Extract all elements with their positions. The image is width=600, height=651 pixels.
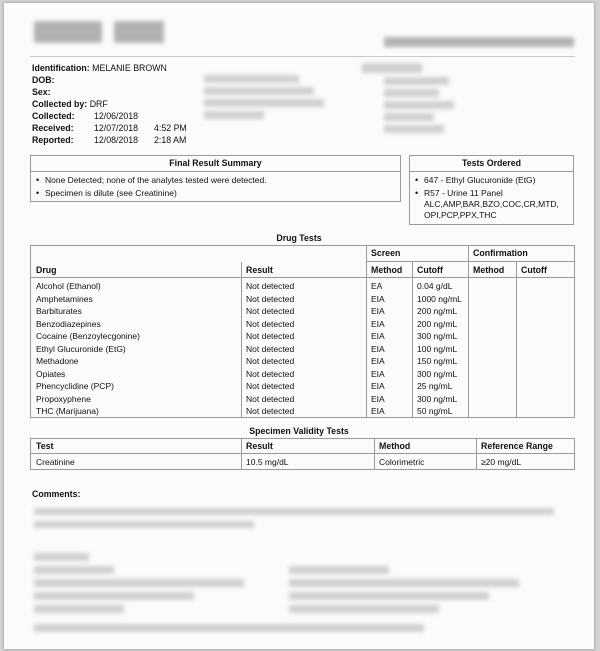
col-test: Test — [36, 441, 54, 451]
col-drug: Drug — [36, 265, 57, 275]
validity-title: Specimen Validity Tests — [249, 426, 349, 436]
drug-name: Benzodiazepines — [36, 318, 101, 329]
redacted-footer — [289, 566, 389, 574]
col-screen-method: Method — [371, 265, 403, 275]
screen-cutoff: 0.04 g/dL — [417, 281, 453, 291]
redacted-provider-info — [384, 101, 454, 109]
drug-tests-title: Drug Tests — [276, 233, 322, 243]
drug-result: Not detected — [246, 381, 295, 391]
header-divider — [30, 56, 575, 57]
lab-report-page — [4, 3, 594, 649]
tests-ordered-item: ALC,AMP,BAR,BZO,COC,CR,MTD, — [424, 199, 559, 209]
redacted-footer — [34, 553, 89, 561]
screen-cutoff: 200 ng/mL — [417, 306, 458, 316]
tests-ordered-title: Tests Ordered — [462, 158, 521, 168]
drug-name: THC (Marijuana) — [36, 406, 99, 416]
validity-test-name: Creatinine — [36, 457, 75, 467]
redacted-provider-info — [384, 113, 434, 121]
redacted-provider-info — [384, 125, 444, 133]
col-confirm-method: Method — [473, 265, 505, 275]
drug-result: Not detected — [246, 393, 295, 404]
reported-time: 2:18 AM — [154, 135, 187, 145]
screen-method: EIA — [371, 356, 385, 366]
drug-name: Opiates — [36, 368, 66, 379]
screen-method: EIA — [371, 293, 385, 304]
validity-method: Colorimetric — [379, 457, 425, 467]
collected-value: 12/06/2018 — [94, 111, 139, 121]
screen-method: EIA — [371, 318, 385, 329]
screen-cutoff: 300 ng/mL — [417, 393, 458, 404]
screen-method: EA — [371, 281, 383, 291]
col-reference-range: Reference Range — [481, 441, 553, 451]
summary-item: • Specimen is dilute (see Creatinine) — [45, 187, 177, 199]
received-value: 12/07/2018 — [94, 123, 139, 133]
drug-result: Not detected — [246, 281, 295, 291]
drug-name: Phencyclidine (PCP) — [36, 381, 114, 391]
reported-value: 12/08/2018 — [94, 135, 139, 145]
identification-value: MELANIE BROWN — [92, 63, 167, 73]
redacted-lab-name — [114, 21, 164, 43]
screen-cutoff: 25 ng/mL — [417, 381, 453, 391]
dob-label: DOB: — [32, 75, 55, 85]
identification-line — [32, 62, 167, 74]
redacted-provider-info — [384, 89, 439, 97]
drug-result: Not detected — [246, 293, 295, 304]
collected-by-label: Collected by: — [32, 99, 88, 109]
col-screen-cutoff: Cutoff — [417, 265, 443, 275]
summary-title: Final Result Summary — [169, 158, 262, 168]
redacted-footer — [34, 579, 244, 587]
reported-label: Reported: — [32, 135, 74, 145]
col-validity-result: Result — [246, 441, 273, 451]
drug-name: Methadone — [36, 356, 79, 366]
screen-method: EIA — [371, 331, 385, 341]
screen-cutoff: 300 ng/mL — [417, 331, 458, 341]
redacted-patient-info — [204, 75, 299, 83]
drug-name: Alcohol (Ethanol) — [36, 281, 101, 291]
tests-ordered-item: OPI,PCP,PPX,THC — [424, 210, 497, 220]
drug-name: Ethyl Glucuronide (EtG) — [36, 343, 126, 354]
screen-method: EIA — [371, 368, 385, 379]
tests-ordered-item: • 647 - Ethyl Glucuronide (EtG) — [424, 174, 536, 186]
received-label: Received: — [32, 123, 74, 133]
screen-group-header: Screen — [371, 248, 401, 258]
redacted-patient-info — [204, 99, 324, 107]
comments-label: Comments: — [32, 489, 81, 499]
screen-cutoff: 100 ng/mL — [417, 343, 458, 354]
redacted-comment-text — [34, 521, 254, 528]
validity-reference-range: ≥20 mg/dL — [481, 457, 522, 467]
redacted-provider-info — [384, 77, 449, 85]
redacted-comment-text — [34, 508, 554, 515]
screen-cutoff: 200 ng/mL — [417, 318, 458, 329]
collected-label: Collected: — [32, 111, 75, 121]
final-result-summary-box — [30, 155, 401, 202]
screen-method: EIA — [371, 393, 385, 404]
drug-result: Not detected — [246, 318, 295, 329]
redacted-footer — [34, 592, 194, 600]
tests-ordered-box — [409, 155, 574, 225]
confirmation-group-header: Confirmation — [473, 248, 528, 258]
drug-result: Not detected — [246, 343, 295, 354]
drug-result: Not detected — [246, 331, 295, 341]
redacted-footer — [289, 605, 439, 613]
drug-name: Amphetamines — [36, 293, 93, 304]
col-validity-method: Method — [379, 441, 411, 451]
drug-result: Not detected — [246, 356, 295, 366]
screen-cutoff: 1000 ng/mL — [417, 293, 462, 304]
drug-name: Cocaine (Benzoylecgonine) — [36, 331, 140, 341]
identification-label: Identification: — [32, 63, 90, 73]
redacted-lab-logo — [34, 21, 102, 43]
redacted-provider-info — [362, 63, 422, 73]
screen-method: EIA — [371, 306, 385, 316]
redacted-footer — [289, 579, 519, 587]
screen-cutoff: 150 ng/mL — [417, 356, 458, 366]
screen-cutoff: 300 ng/mL — [417, 368, 458, 379]
redacted-footer — [34, 566, 114, 574]
received-time: 4:52 PM — [154, 123, 187, 133]
drug-tests-table — [30, 245, 575, 418]
col-confirm-cutoff: Cutoff — [521, 265, 547, 275]
redacted-footer — [34, 605, 124, 613]
screen-method: EIA — [371, 343, 385, 354]
drug-result: Not detected — [246, 306, 295, 316]
redacted-header-right — [384, 37, 574, 47]
drug-name: Propoxyphene — [36, 393, 91, 404]
validity-table — [30, 438, 575, 470]
collected-by-line — [32, 98, 108, 110]
collected-by-value: DRF — [89, 99, 108, 109]
validity-result: 10.5 mg/dL — [246, 457, 289, 467]
screen-method: EIA — [371, 381, 385, 391]
col-result: Result — [246, 265, 273, 275]
sex-label: Sex: — [32, 87, 51, 97]
redacted-patient-info — [204, 111, 264, 119]
tests-ordered-item: • R57 - Urine 11 Panel — [424, 187, 503, 199]
redacted-patient-info — [204, 87, 314, 95]
drug-result: Not detected — [246, 406, 295, 416]
redacted-footer — [34, 624, 424, 632]
summary-item: • None Detected; none of the analytes tested were detected. — [45, 174, 267, 186]
drug-result: Not detected — [246, 368, 295, 379]
drug-name: Barbiturates — [36, 306, 82, 316]
redacted-footer — [289, 592, 489, 600]
screen-method: EIA — [371, 406, 385, 416]
screen-cutoff: 50 ng/mL — [417, 406, 453, 416]
